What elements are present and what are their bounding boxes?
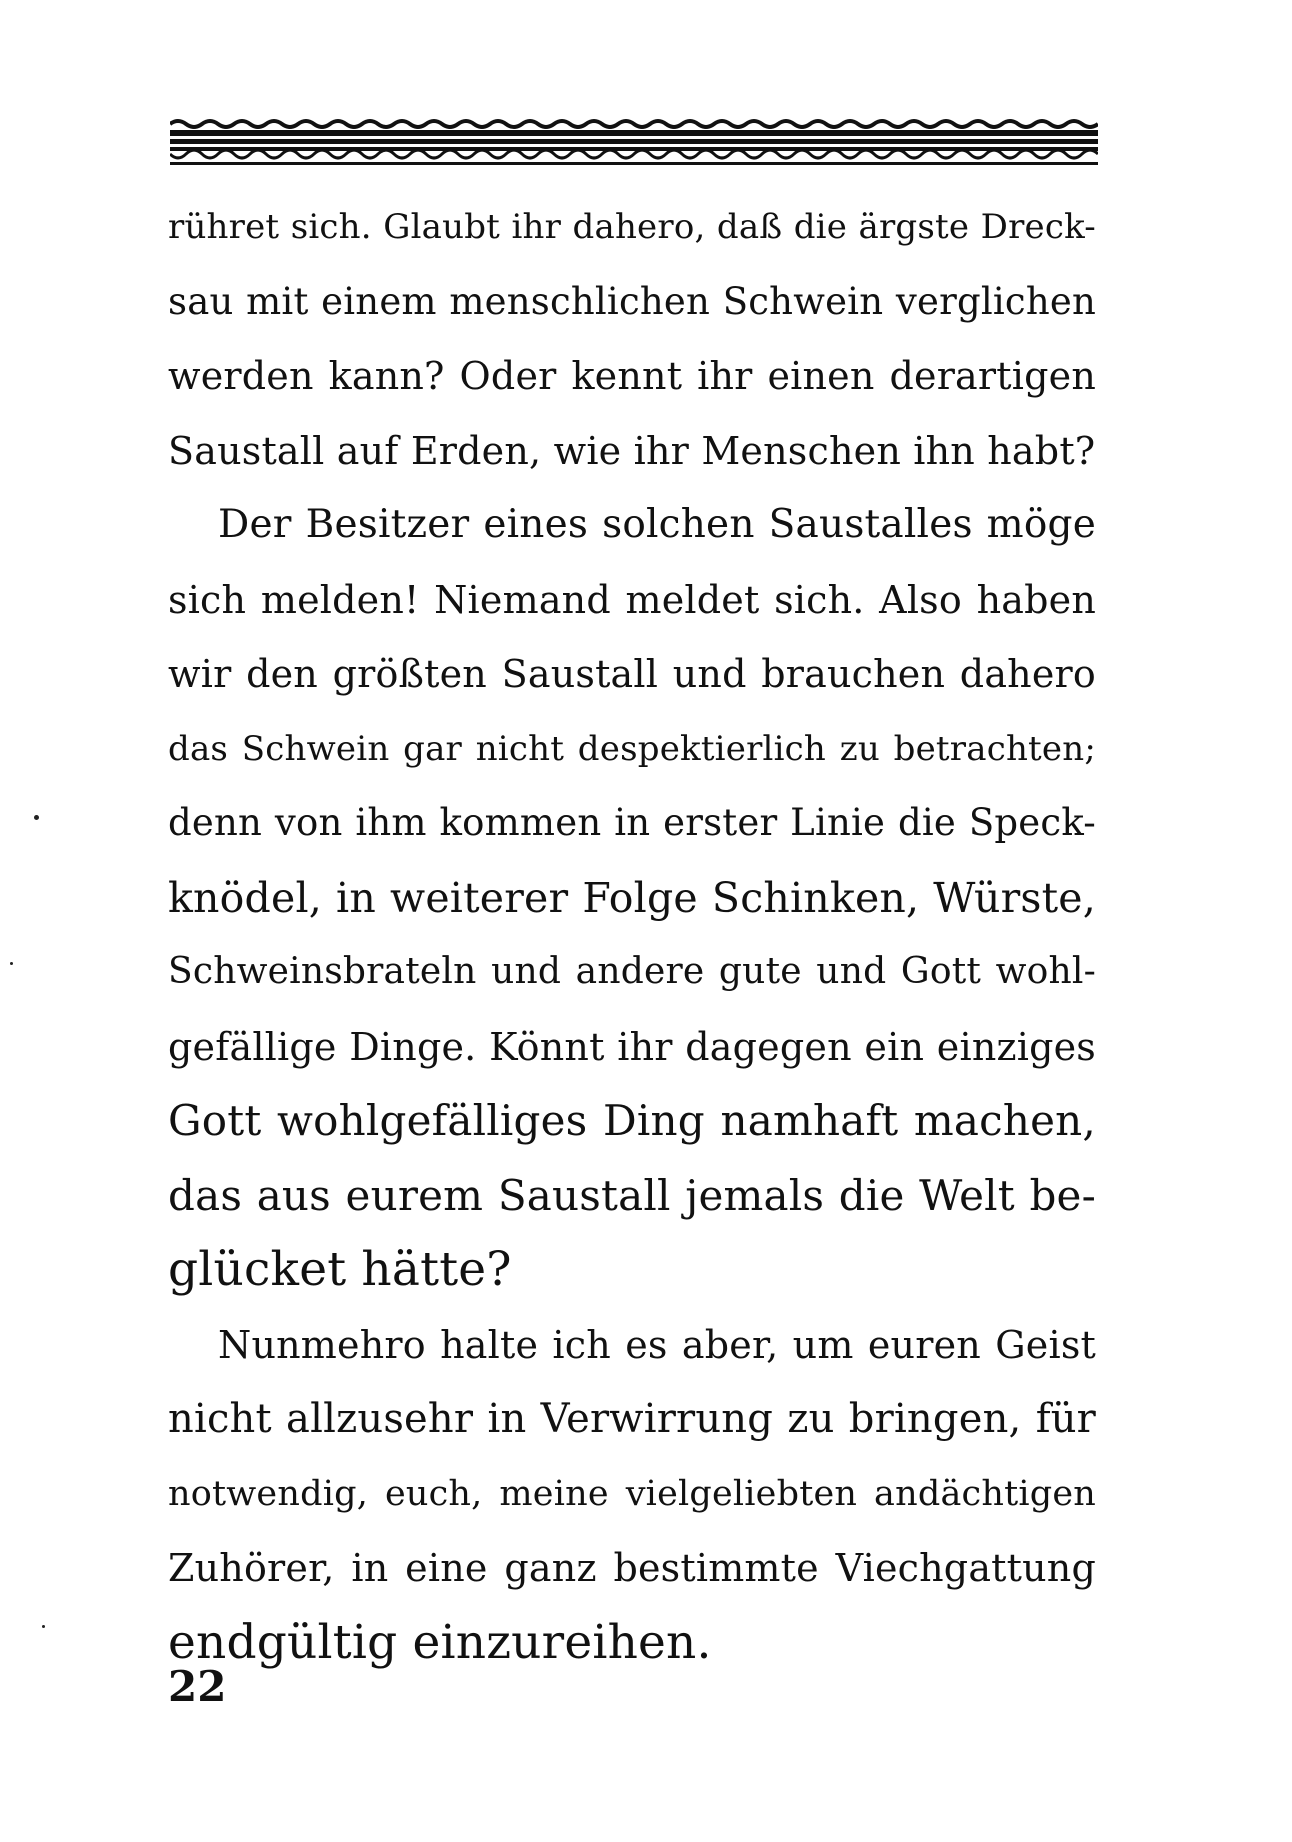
text-line: endgültig einzureihen.	[168, 1614, 712, 1670]
text-line: sau mit einem menschlichen Schwein verglichen	[168, 279, 1096, 323]
text-line: werden kann? Oder kennt ihr einen derartigen	[168, 354, 1096, 398]
body-text	[168, 190, 1096, 1680]
text-line: glücket hätte?	[168, 1242, 512, 1297]
text-line: knödel, in weiterer Folge Schinken, Würste,	[168, 873, 1096, 922]
decorative-header-border	[170, 118, 1098, 170]
text-line: Saustall auf Erden, wie ihr Menschen ihn habt?	[168, 428, 1096, 473]
text-line: das Schwein gar nicht despektierlich zu betrachten;	[168, 728, 1096, 769]
text-line: Gott wohlgefälliges Ding namhaft machen,	[168, 1096, 1096, 1145]
text-line: denn von ihm kommen in erster Linie die Speck-	[168, 801, 1096, 844]
scan-speck	[10, 962, 13, 965]
scan-speck	[34, 815, 39, 820]
text-line: wir den größten Saustall und brauchen dahero	[168, 652, 1096, 696]
text-line: Schweinsbrateln und andere gute und Gott wohl-	[168, 951, 1096, 992]
text-line: das aus eurem Saustall jemals die Welt be-	[168, 1170, 1096, 1220]
text-line: nicht allzusehr in Verwirrung zu bringen, für	[168, 1396, 1096, 1442]
text-line: Der Besitzer eines solchen Saustalles möge	[218, 502, 1096, 547]
scan-speck	[42, 1625, 45, 1628]
text-line: Zuhörer, in eine ganz bestimmte Viechgattung	[168, 1546, 1096, 1590]
page-number: 22	[168, 1662, 227, 1711]
text-line: rühret sich. Glaubt ihr dahero, daß die ärgste Dreck-	[168, 207, 1096, 247]
text-line: sich melden! Niemand meldet sich. Also haben	[168, 577, 1096, 622]
text-line: notwendig, euch, meine vielgeliebten andächtigen	[168, 1473, 1096, 1514]
text-line: gefällige Dinge. Könnt ihr dagegen ein einziges	[168, 1024, 1096, 1069]
text-line: Nunmehro halte ich es aber, um euren Geist	[218, 1322, 1096, 1367]
